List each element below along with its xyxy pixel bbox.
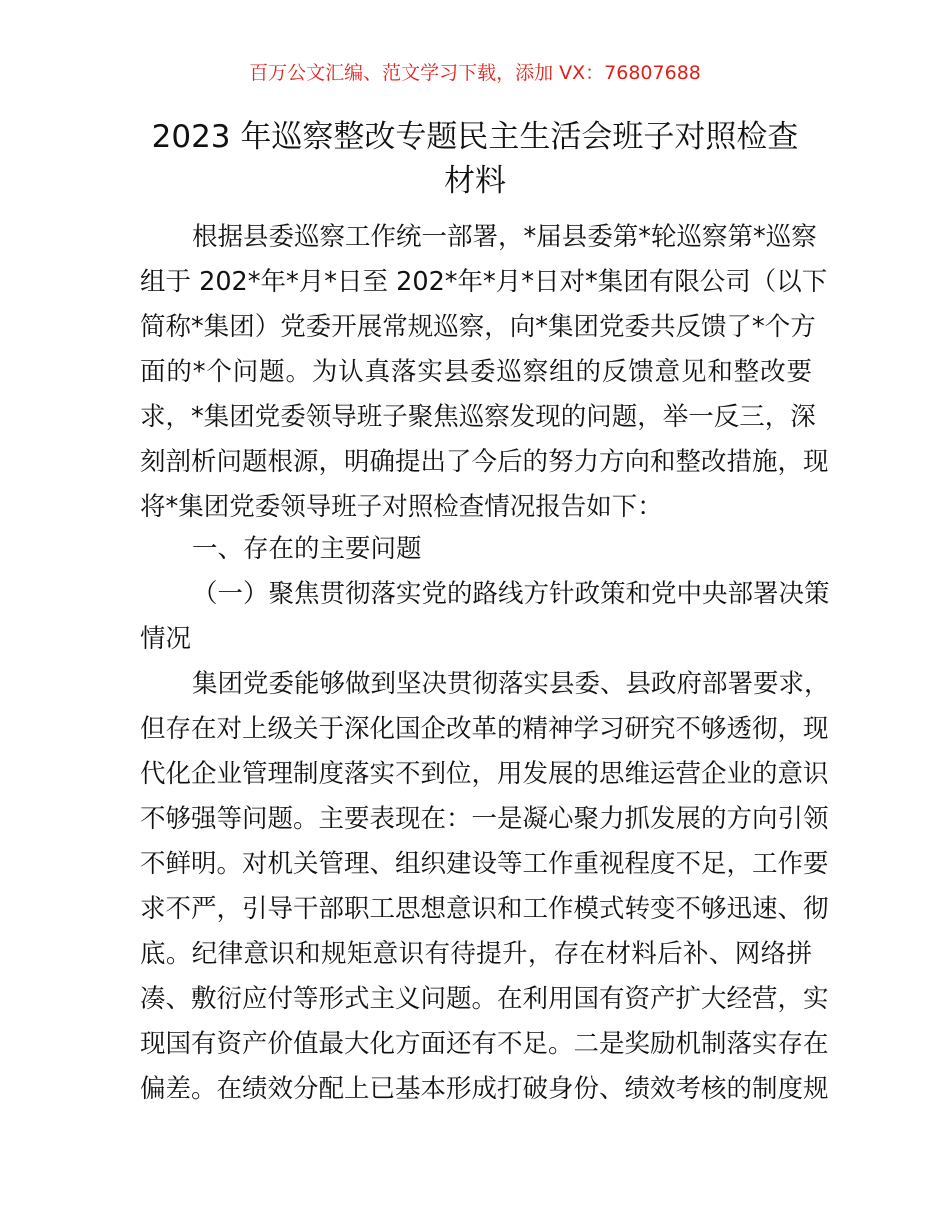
paragraph-line: 求，*集团党委领导班子聚焦巡察发现的问题，举一反三，深: [140, 402, 816, 432]
paragraph-line: 组于 202*年*月*日至 202*年*月*日对*集团有限公司（以下: [140, 267, 828, 297]
paragraph-line: 刻剖析问题根源，明确提出了今后的努力方向和整改措施，现: [140, 447, 829, 477]
paragraph-line: 面的*个问题。为认真落实县委巡察组的反馈意见和整改要: [140, 357, 812, 387]
paragraph-line: 将*集团党委领导班子对照检查情况报告如下：: [140, 492, 663, 522]
paragraph-line: 根据县委巡察工作统一部署，*届县委第*轮巡察第*巡察: [192, 222, 817, 252]
paragraph-line: 但存在对上级关于深化国企改革的精神学习研究不够透彻，现: [140, 714, 829, 744]
section-heading: 一、存在的主要问题: [192, 534, 422, 564]
paragraph-line: 偏差。在绩效分配上已基本形成打破身份、绩效考核的制度规: [140, 1074, 829, 1104]
subsection-heading: （一）聚焦贯彻落实党的路线方针政策和党中央部署决策: [192, 579, 830, 609]
paragraph-line: 现国有资产价值最大化方面还有不足。二是奖励机制落实存在: [140, 1029, 829, 1059]
paragraph-line: 集团党委能够做到坚决贯彻落实县委、县政府部署要求，: [192, 669, 830, 699]
paragraph-line: 底。纪律意识和规矩意识有待提升，存在材料后补、网络拼: [140, 939, 812, 969]
paragraph-line: 简称*集团）党委开展常规巡察，向*集团党委共反馈了*个方: [140, 312, 816, 342]
watermark-header: 百万公文汇编、范文学习下载，添加 VX：76807688: [249, 62, 701, 84]
paragraph-line: 代化企业管理制度落实不到位，用发展的思维运营企业的意识: [140, 759, 829, 789]
document-title-line-1: 2023 年巡察整改专题民主生活会班子对照检查: [151, 119, 799, 155]
paragraph-line: 不够强等问题。主要表现在：一是凝心聚力抓发展的方向引领: [140, 804, 829, 834]
subsection-heading: 情况: [140, 624, 192, 654]
document-title-line-2: 材料: [444, 163, 506, 199]
paragraph-line: 凑、敷衍应付等形式主义问题。在利用国有资产扩大经营，实: [140, 984, 829, 1014]
paragraph-line: 不鲜明。对机关管理、组织建设等工作重视程度不足，工作要: [140, 849, 829, 879]
paragraph-line: 求不严，引导干部职工思想意识和工作模式转变不够迅速、彻: [140, 894, 829, 924]
